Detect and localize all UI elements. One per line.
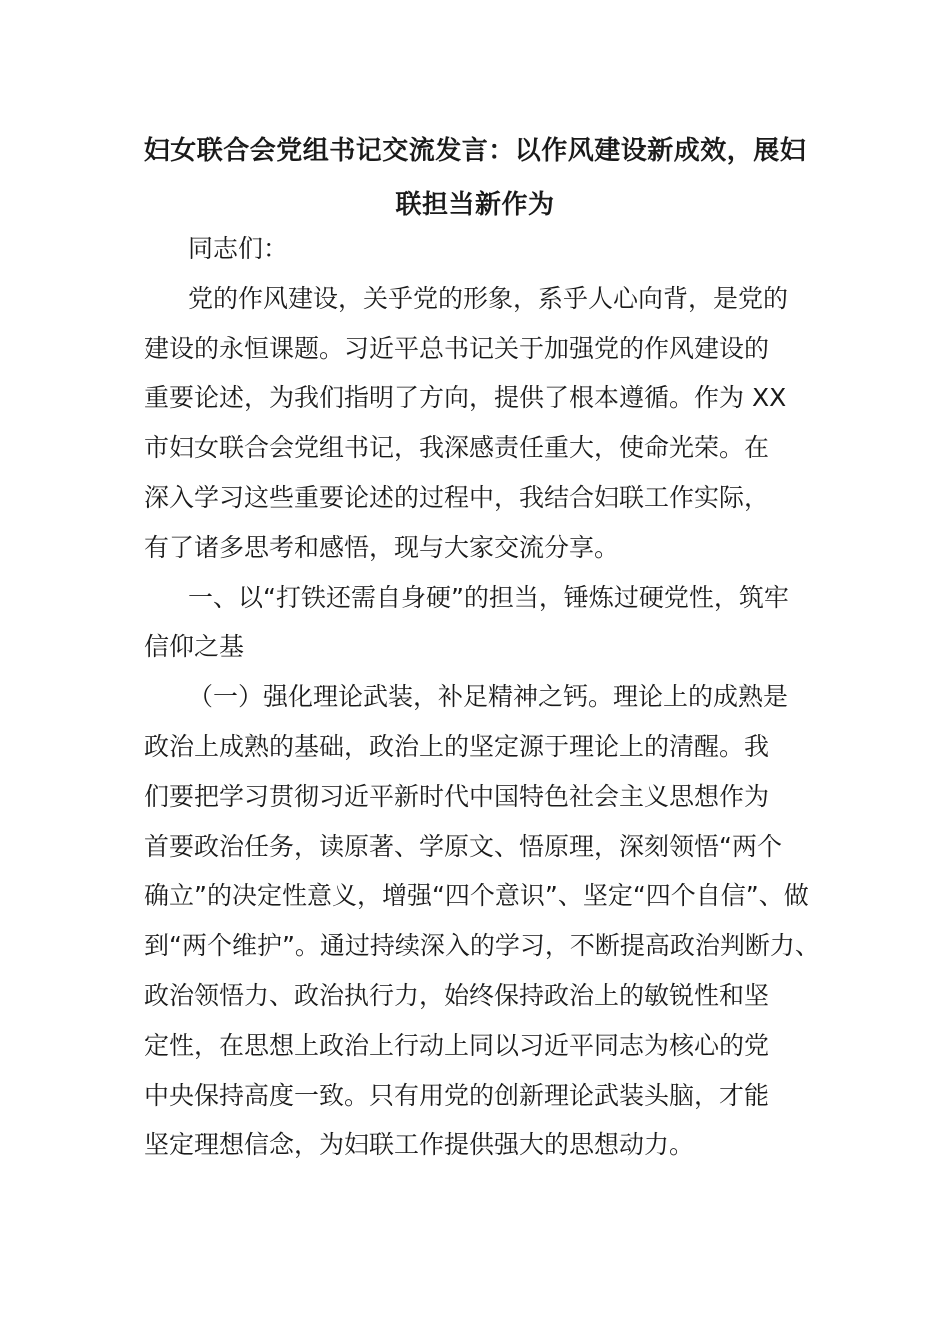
document-body xyxy=(144,224,824,1170)
document-title xyxy=(120,124,830,232)
paragraph-2-line-4: 首要政治任务，读原著、学原文、悟原理，深刻领悟“两个 xyxy=(144,831,782,861)
paragraph-2-line-3: 们要把学习贯彻习近平新时代中国特色社会主义思想作为 xyxy=(144,781,770,811)
salutation: 同志们： xyxy=(188,234,289,263)
paragraph-2-line-8: 定性，在思想上政治上行动上同以习近平同志为核心的党 xyxy=(144,1030,770,1060)
paragraph-1-line-2: 建设的永恒课题。习近平总书记关于加强党的作风建设的 xyxy=(144,333,770,363)
paragraph-1-line-4: 市妇女联合会党组书记，我深感责任重大，使命光荣。在 xyxy=(144,433,770,463)
section-heading-line-2: 信仰之基 xyxy=(144,632,245,662)
paragraph-1-line-6: 有了诸多思考和感悟，现与大家交流分享。 xyxy=(144,532,620,562)
title-line-2: 联担当新作为 xyxy=(395,190,555,220)
paragraph-1-line-1: 党的作风建设，关乎党的形象，系乎人心向背，是党的 xyxy=(188,283,789,313)
paragraph-1-line-3: 重要论述，为我们指明了方向，提供了根本遵循。作为 XX xyxy=(144,383,787,413)
paragraph-2-line-2: 政治上成熟的基础，政治上的坚定源于理论上的清醒。我 xyxy=(144,731,770,761)
paragraph-2-line-5: 确立”的决定性意义，增强“四个意识”、坚定“四个自信”、做 xyxy=(144,881,809,911)
paragraph-2-line-10: 坚定理想信念，为妇联工作提供强大的思想动力。 xyxy=(144,1130,695,1160)
paragraph-2-line-6: 到“两个维护”。通过持续深入的学习，不断提高政治判断力、 xyxy=(144,931,820,961)
title-line-1: 妇女联合会党组书记交流发言：以作风建设新成效，展妇 xyxy=(143,136,807,166)
paragraph-2-line-7: 政治领悟力、政治执行力，始终保持政治上的敏锐性和坚 xyxy=(144,980,770,1010)
paragraph-1-line-5: 深入学习这些重要论述的过程中，我结合妇联工作实际， xyxy=(144,482,770,512)
paragraph-2-line-9: 中央保持高度一致。只有用党的创新理论武装头脑，才能 xyxy=(144,1080,770,1110)
paragraph-2-line-1: （一）强化理论武装，补足精神之钙。理论上的成熟是 xyxy=(188,682,789,712)
section-heading-line-1: 一、以“打铁还需自身硬”的担当，锤炼过硬党性，筑牢 xyxy=(188,582,789,612)
